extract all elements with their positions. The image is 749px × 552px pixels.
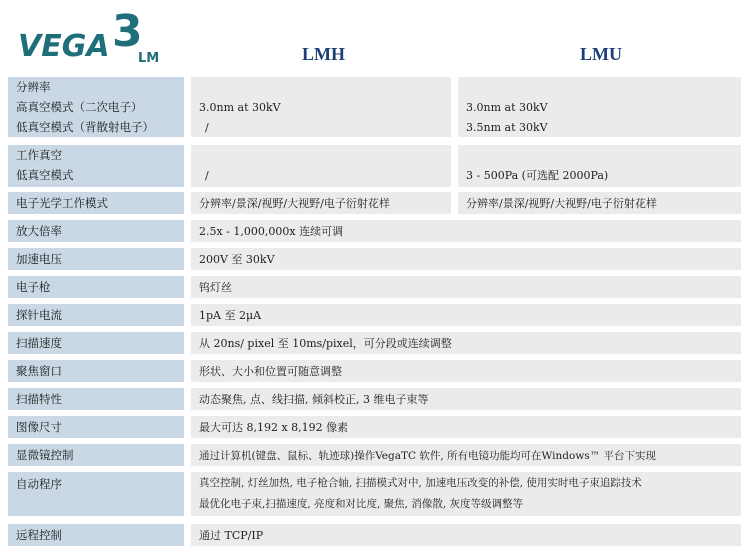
auto-value bbox=[191, 472, 741, 516]
row-scan-speed bbox=[8, 332, 741, 354]
row-label bbox=[8, 77, 184, 137]
scan-features-value: 动态聚焦, 点、线扫描, 倾斜校正, 3 维电子束等 bbox=[191, 388, 741, 410]
voltage-label: 加速电压 bbox=[8, 248, 184, 270]
lmu-vacuum: 3 - 500Pa (可选配 2000Pa) bbox=[466, 169, 609, 182]
optics-label: 电子光学工作模式 bbox=[8, 192, 184, 214]
scan-speed-value: 从 20ns/ pixel 至 10ms/pixel，可分段或连续调整 bbox=[191, 332, 741, 354]
magnification-label: 放大倍率 bbox=[8, 220, 184, 242]
gun-value: 钨灯丝 bbox=[191, 276, 741, 298]
row-optics bbox=[8, 192, 741, 214]
remote-value: 通过 TCP/IP bbox=[191, 524, 741, 546]
resolution-sub-high: 高真空模式（二次电子） bbox=[16, 100, 143, 114]
control-label: 显微镜控制 bbox=[8, 444, 184, 466]
logo-sub-text: LM bbox=[138, 51, 160, 66]
lmh-cell bbox=[191, 145, 451, 187]
row-gun bbox=[8, 276, 741, 298]
row-control bbox=[8, 444, 741, 466]
vacuum-title: 工作真空 bbox=[16, 148, 62, 162]
lmu-cell bbox=[458, 77, 741, 137]
lmu-res-high: 3.0nm at 30kV bbox=[466, 100, 548, 114]
column-header-lmh: LMH bbox=[302, 44, 345, 64]
lmu-optics: 分辨率/景深/视野/大视野/电子衍射花样 bbox=[458, 192, 741, 214]
lmu-cell bbox=[458, 145, 741, 187]
row-voltage bbox=[8, 248, 741, 270]
lmh-optics: 分辨率/景深/视野/大视野/电子衍射花样 bbox=[191, 192, 451, 214]
lmh-cell bbox=[191, 77, 451, 137]
vega-logo bbox=[18, 6, 168, 66]
image-size-label: 图像尺寸 bbox=[8, 416, 184, 438]
resolution-title: 分辨率 bbox=[16, 80, 51, 94]
logo-digit-text: 3 bbox=[112, 6, 143, 57]
control-value: 通过计算机(键盘、鼠标、轨迹球)操作VegaTC 软件, 所有电镜功能均可在Windows™ 平台下实现 bbox=[191, 444, 741, 466]
column-header-lmu: LMU bbox=[580, 44, 622, 64]
probe-label: 探针电流 bbox=[8, 304, 184, 326]
row-resolution bbox=[8, 77, 741, 137]
window-label: 聚焦窗口 bbox=[8, 360, 184, 382]
row-scan-features bbox=[8, 388, 741, 410]
lmh-res-low: / bbox=[205, 120, 209, 134]
auto-line-2: 最优化电子束,扫描速度, 亮度和对比度, 聚焦, 消像散, 灰度等级调整等 bbox=[199, 498, 524, 510]
scan-speed-label: 扫描速度 bbox=[8, 332, 184, 354]
probe-value: 1pA 至 2μA bbox=[191, 304, 741, 326]
lmh-res-high: 3.0nm at 30kV bbox=[199, 100, 281, 114]
image-size-value: 最大可达 8,192 x 8,192 像素 bbox=[191, 416, 741, 438]
voltage-value: 200V 至 30kV bbox=[191, 248, 741, 270]
gun-label: 电子枪 bbox=[8, 276, 184, 298]
row-probe bbox=[8, 304, 741, 326]
row-image-size bbox=[8, 416, 741, 438]
vacuum-sub-low: 低真空模式 bbox=[16, 168, 74, 182]
resolution-sub-low: 低真空模式（背散射电子） bbox=[16, 120, 154, 134]
remote-label: 远程控制 bbox=[8, 524, 184, 546]
auto-label: 自动程序 bbox=[8, 472, 184, 516]
row-auto bbox=[8, 472, 741, 516]
lmh-vacuum: / bbox=[205, 168, 209, 182]
magnification-value: 2.5x - 1,000,000x 连续可调 bbox=[191, 220, 741, 242]
row-remote bbox=[8, 524, 741, 546]
lmu-res-low: 3.5nm at 30kV bbox=[466, 120, 548, 134]
row-vacuum bbox=[8, 145, 741, 187]
window-value: 形状、大小和位置可随意调整 bbox=[191, 360, 741, 382]
row-label bbox=[8, 145, 184, 187]
scan-features-label: 扫描特性 bbox=[8, 388, 184, 410]
row-window bbox=[8, 360, 741, 382]
row-magnification bbox=[8, 220, 741, 242]
logo-main-text: VEGA bbox=[18, 29, 110, 64]
auto-line-1: 真空控制, 灯丝加热, 电子枪合轴, 扫描模式对中, 加速电压改变的补偿, 使用实时电子束追踪技术 bbox=[199, 477, 642, 489]
